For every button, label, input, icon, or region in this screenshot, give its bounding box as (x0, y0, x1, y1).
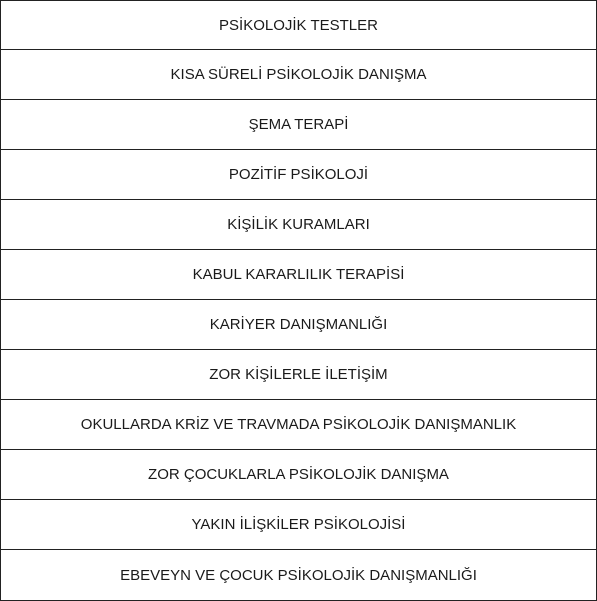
menu-item-label: ŞEMA TERAPİ (248, 116, 349, 133)
menu-item-label: KISA SÜRELİ PSİKOLOJİK DANIŞMA (170, 66, 427, 83)
menu-item-zor-cocuklarla-psikolojik-danisma[interactable] (0, 450, 597, 500)
menu-item-label: ZOR KİŞİLERLE İLETİŞİM (209, 366, 388, 383)
menu-item-kisilik-kuramlari[interactable] (0, 200, 597, 250)
menu-item-ebeveyn-ve-cocuk[interactable] (0, 550, 597, 601)
menu-item-label: OKULLARDA KRİZ VE TRAVMADA PSİKOLOJİK DANIŞMANLIK (80, 416, 517, 433)
menu-item-label: POZİTİF PSİKOLOJİ (228, 166, 369, 183)
menu-item-pozitif-psikoloji[interactable] (0, 150, 597, 200)
menu-item-label: ZOR ÇOCUKLARLA PSİKOLOJİK DANIŞMA (148, 466, 449, 483)
menu-item-sema-terapi[interactable] (0, 100, 597, 150)
menu-item-yakin-iliskiler-psikolojisi[interactable] (0, 500, 597, 550)
menu-item-zor-kisilerle-iletisim[interactable] (0, 350, 597, 400)
menu-item-label: KİŞİLİK KURAMLARI (227, 216, 370, 233)
menu-item-okullarda-kriz-ve-travmada[interactable] (0, 400, 597, 450)
menu-item-label: KARİYER DANIŞMANLIĞI (209, 316, 388, 333)
menu-item-label: PSİKOLOJİK TESTLER (219, 16, 378, 34)
menu-item-label: EBEVEYN VE ÇOCUK PSİKOLOJİK DANIŞMANLIĞI (120, 566, 477, 584)
menu-item-label: YAKIN İLİŞKİLER PSİKOLOJİSİ (191, 516, 406, 533)
menu-item-kabul-kararlilik-terapisi[interactable] (0, 250, 597, 300)
menu-item-psikolojik-testler[interactable] (0, 0, 597, 50)
menu-item-kisa-sureli-psikolojik-danisma[interactable] (0, 50, 597, 100)
menu-item-label: KABUL KARARLILIK TERAPİSİ (192, 266, 405, 283)
menu-item-kariyer-danismanligi[interactable] (0, 300, 597, 350)
